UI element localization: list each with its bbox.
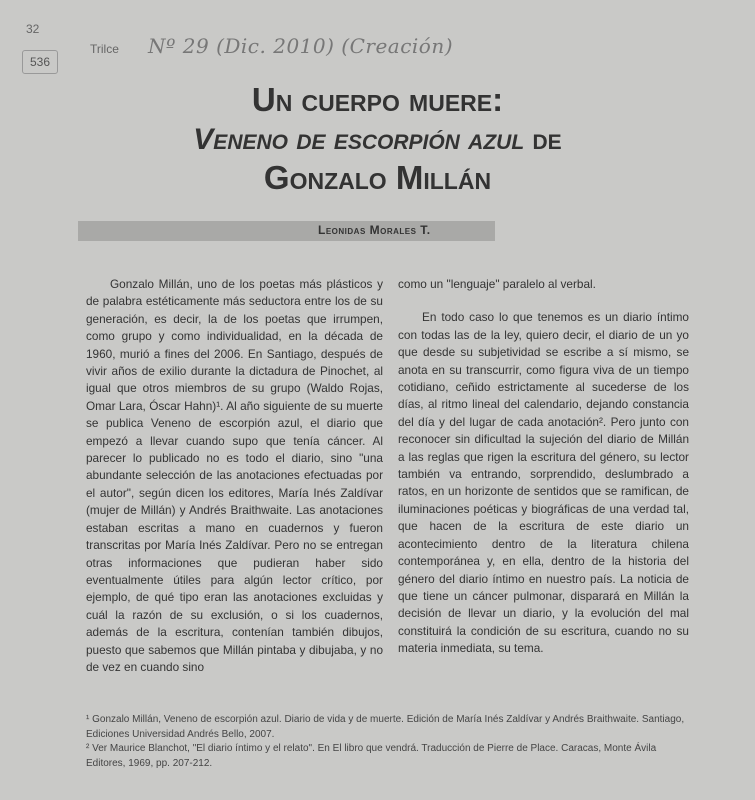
title-book-name: Veneno de escorpión azul bbox=[193, 123, 525, 156]
author-name: Leonidas Morales T. bbox=[318, 223, 431, 237]
title-line-3: Gonzalo Millán bbox=[263, 159, 492, 196]
body-paragraph: En todo caso lo que tenemos es un diario íntimo con todas las de la ley, quiero decir, el diario de un yo que desde su subjetividad se escribe a sí mismo, se anota en su transcurrir, como figura viva de un tiempo cotidiano, ceñido estrictamente al sucederse de los días, al ritmo lineal del calendario, dejando constancia del día y del lugar de cada anotación². Pero junto con reconocer sin dificultad la sujeción del diario de Millán a las reglas que rigen la escritura del género, su lector también va entrando, sorprendido, deslumbrado a ratos, en un horizonte de sentidos que se ramifican, de iluminaciones poéticas y biográficas de una verdad tal, que hacen de la escritura de este diario un acontecimiento dentro de la literatura chilena contemporánea y, en ella, dentro de la historia del género del diario íntimo en nuestro país. La noticia de que tiene un cáncer pulmonar, disparará en Millán la decisión de llevar un diario, y la evolución del mal constituirá la condición de su escritura, cuando no su materia inmediata, su tema. bbox=[398, 310, 689, 656]
body-column-right bbox=[398, 276, 689, 658]
footnotes bbox=[86, 713, 698, 771]
footnote-1: ¹ Gonzalo Millán, Veneno de escorpión azul. Diario de vida y de muerte. Edición de María Inés Zaldívar y Andrés Braithwaite. Santiago, Ediciones Universidad Andrés Bello, 2007. bbox=[86, 714, 685, 740]
author-band bbox=[78, 221, 495, 241]
title-line-1: Un cuerpo muere: bbox=[251, 81, 504, 118]
handwritten-note: Nº 29 (Dic. 2010) (Creación) bbox=[148, 34, 454, 58]
title-connector: de bbox=[524, 123, 562, 156]
body-paragraph-continuation: como un "lenguaje" paralelo al verbal. bbox=[398, 277, 596, 291]
article-title bbox=[0, 80, 755, 198]
archive-stamp: 536 bbox=[22, 50, 58, 74]
page-number: 32 bbox=[26, 22, 40, 36]
footnote-2: ² Ver Maurice Blanchot, "El diario íntimo y el relato". En El libro que vendrá. Traducción de Pierre de Place. Caracas, Monte Ávila Editores, 1969, pp. 207-212. bbox=[86, 743, 657, 769]
journal-name: Trilce bbox=[90, 42, 119, 56]
title-line-2 bbox=[0, 122, 755, 158]
body-paragraph: Gonzalo Millán, uno de los poetas más plásticos y de palabra estéticamente más seductora entre los de su generación, es decir, la de los poetas que irrumpen, como grupo y como individualidad, en la década de 1960, murió a fines del 2006. En Santiago, después de vivir años de exilio durante la dictadura de Pinochet, al igual que otros miembros de su grupo (Waldo Rojas, Omar Lara, Óscar Hahn)¹. Al año siguiente de su muerte se publica Veneno de escorpión azul, el diario que empezó a llevar cuando supo que tenía cáncer. Al parecer lo publicado no es todo el diario, sino "una abundante selección de las anotaciones efectuadas por el autor", según dicen los editores, María Inés Zaldívar (mujer de Millán) y Andrés Braithwaite. Las anotaciones estaban escritas a mano en cuadernos y fueron transcritas por María Inés Zaldívar. Pero no se entregan otras informaciones que pudieran haber sido eventualmente útiles para algún lector crítico, por ejemplo, de qué tipo eran las anotaciones excluidas y cuál la razón de su exclusión, o si los cuadernos, además de la escritura, contenían también dibujos, puesto que sabemos que Millán pintaba y dibujaba, y no de vez en cuando sino bbox=[86, 277, 383, 674]
body-column-left bbox=[86, 276, 383, 676]
